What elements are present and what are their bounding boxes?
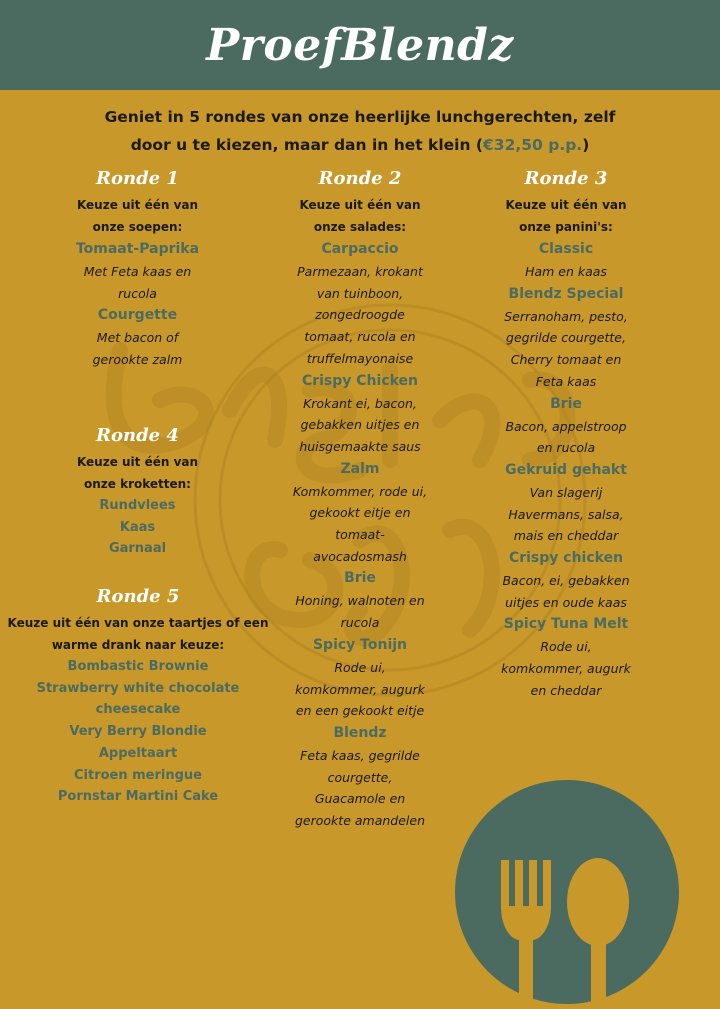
ronde-3-choose-line-2: onze panini's:: [519, 220, 613, 234]
menu-item: [55, 238, 220, 304]
menu-item-desc: Serranoham, pesto,: [504, 308, 628, 324]
ronde-4-title: Ronde 4: [96, 425, 179, 446]
menu-item-desc: Krokant ei, bacon,: [303, 395, 417, 411]
menu-item-desc: Bacon, appelstroop: [505, 418, 627, 434]
menu-item-desc: Cherry tomaat en: [510, 352, 622, 368]
menu-item-desc: avocadosmash: [313, 548, 407, 564]
menu-item: [277, 458, 443, 568]
menu-item-desc: en cheddar: [530, 682, 602, 698]
ronde-2-choose-line-1: Keuze uit één van: [299, 198, 421, 212]
menu-item-desc: uitjes en oude kaas: [505, 594, 627, 610]
list-item: Very Berry Blondie: [69, 724, 207, 740]
menu-item-desc: Honing, walnoten en: [295, 593, 425, 609]
menu-item-desc: huisgemaakte saus: [299, 438, 421, 454]
ronde-3-section: [483, 166, 649, 702]
header-bar: [0, 0, 720, 90]
ronde-5-choose-line-2: warme drank naar keuze:: [51, 638, 225, 652]
menu-item-desc: courgette,: [327, 769, 393, 785]
intro-text: [60, 103, 660, 159]
ronde-2-section: [277, 166, 443, 832]
menu-item: [277, 238, 443, 370]
menu-item-desc: Ham en kaas: [525, 264, 607, 279]
ronde-5-choose-line-1: Keuze uit één van onze taartjes of een: [7, 616, 269, 630]
list-item: Bombastic Brownie: [67, 659, 209, 674]
menu-item-desc: Bacon, ei, gebakken: [502, 573, 630, 589]
price-label: €32,50 p.p.: [483, 136, 583, 154]
menu-item-name: Spicy Tuna Melt: [503, 616, 629, 633]
menu-item-desc: Rode ui,: [540, 639, 592, 655]
ronde-4-choose-line-2: onze kroketten:: [84, 477, 191, 491]
menu-item-desc: van tuinboon,: [316, 285, 404, 301]
menu-item-name: Classic: [538, 241, 594, 257]
list-item: Pornstar Martini Cake: [57, 789, 219, 805]
menu-item-desc: truffelmayonaise: [306, 350, 414, 366]
menu-item-name: Tomaat-Paprika: [75, 241, 200, 257]
list-item: Citroen meringue: [73, 767, 202, 783]
menu-item: [483, 613, 649, 701]
menu-item-desc: gerookte zalm: [92, 352, 183, 368]
menu-item-desc: rucola: [118, 285, 157, 301]
ronde-2-title: Ronde 2: [318, 168, 402, 189]
menu-item-name: Blendz: [333, 724, 387, 741]
ronde-1-section: [55, 166, 220, 371]
ronde-4-choose-line-1: Keuze uit één van: [76, 455, 199, 469]
ronde-1-choose-line-1: Keuze uit één van: [76, 198, 199, 212]
ronde-4-section: [55, 423, 220, 560]
list-item: Kaas: [119, 519, 156, 535]
menu-item-desc: gegrilde courgette,: [506, 330, 626, 346]
intro-line-1: Geniet in 5 rondes van onze heerlijke lunchgerechten, zelf: [104, 108, 616, 126]
menu-item: [483, 393, 649, 459]
menu-item-name: Carpaccio: [321, 241, 399, 257]
menu-item-desc: gebakken uitjes en: [300, 417, 420, 433]
menu-item-desc: zongedroogde: [315, 307, 405, 323]
menu-item: [483, 238, 649, 283]
ronde-1-choose-line-2: onze soepen:: [92, 220, 183, 234]
menu-item: [277, 567, 443, 633]
menu-item-name: Brie: [344, 570, 376, 587]
list-item: Garnaal: [108, 541, 167, 557]
menu-item-name: Courgette: [97, 307, 178, 324]
menu-item: [277, 370, 443, 458]
menu-item-name: Blendz Special: [508, 285, 624, 302]
menu-item-name: Spicy Tonijn: [312, 636, 408, 653]
menu-item-desc: gekookt eitje en: [309, 505, 411, 521]
ronde-2-choose-line-2: onze salades:: [313, 220, 407, 234]
menu-item-desc: rucola: [340, 615, 380, 631]
plate-fork-spoon-icon: [455, 780, 680, 1005]
menu-item-desc: en een gekookt eitje: [295, 703, 425, 719]
menu-item-desc: Guacamole en: [314, 791, 406, 807]
menu-item-name: Zalm: [340, 460, 380, 477]
intro-line-2-suffix: ): [582, 136, 590, 154]
menu-item-desc: Feta kaas: [535, 373, 597, 389]
menu-item-desc: Feta kaas, gegrilde: [300, 747, 420, 763]
menu-item-desc: mais en cheddar: [513, 528, 619, 544]
menu-item-desc: Parmezaan, krokant: [297, 264, 423, 279]
menu-item: [277, 722, 443, 832]
page-title: ProefBlendz: [206, 19, 514, 71]
menu-item-desc: tomaat, rucola en: [304, 329, 416, 345]
menu-item-desc: tomaat-: [335, 527, 385, 543]
menu-item-name: Crispy chicken: [508, 550, 624, 567]
intro-line-2-prefix: door u te kiezen, maar dan in het klein (: [130, 136, 484, 154]
ronde-3-choose-line-1: Keuze uit één van: [505, 198, 627, 212]
menu-item-desc: komkommer, augurk: [295, 681, 425, 697]
ronde-3-title: Ronde 3: [524, 168, 608, 189]
ronde-1-title: Ronde 1: [96, 168, 179, 189]
menu-item: [483, 547, 649, 613]
menu-item-name: Gekruid gehakt: [505, 461, 627, 478]
menu-item-desc: Havermans, salsa,: [508, 506, 624, 522]
menu-item-desc: Van slagerij: [529, 484, 603, 500]
ronde-5-title: Ronde 5: [96, 586, 180, 607]
menu-item-desc: gerookte amandelen: [295, 813, 425, 829]
list-item: Rundvlees: [99, 498, 176, 513]
menu-item-desc: Komkommer, rode ui,: [292, 483, 428, 499]
menu-item: [483, 459, 649, 547]
menu-item-desc: Rode ui,: [334, 659, 386, 675]
ronde-5-section: [0, 584, 276, 808]
menu-item: [277, 634, 443, 722]
menu-item-desc: en rucola: [536, 440, 596, 456]
menu-item: [55, 304, 220, 370]
intro-line-2: [60, 131, 660, 159]
menu-item-name: Brie: [550, 395, 582, 412]
menu-item: [483, 283, 649, 393]
menu-item-desc: komkommer, augurk: [501, 661, 631, 677]
menu-item-desc: Met Feta kaas en: [83, 264, 192, 279]
menu-item-desc: Met bacon of: [96, 330, 179, 346]
menu-item-name: Crispy Chicken: [301, 372, 419, 389]
list-item: Appeltaart: [98, 745, 178, 761]
list-item: Strawberry white chocolate cheesecake: [36, 680, 240, 718]
